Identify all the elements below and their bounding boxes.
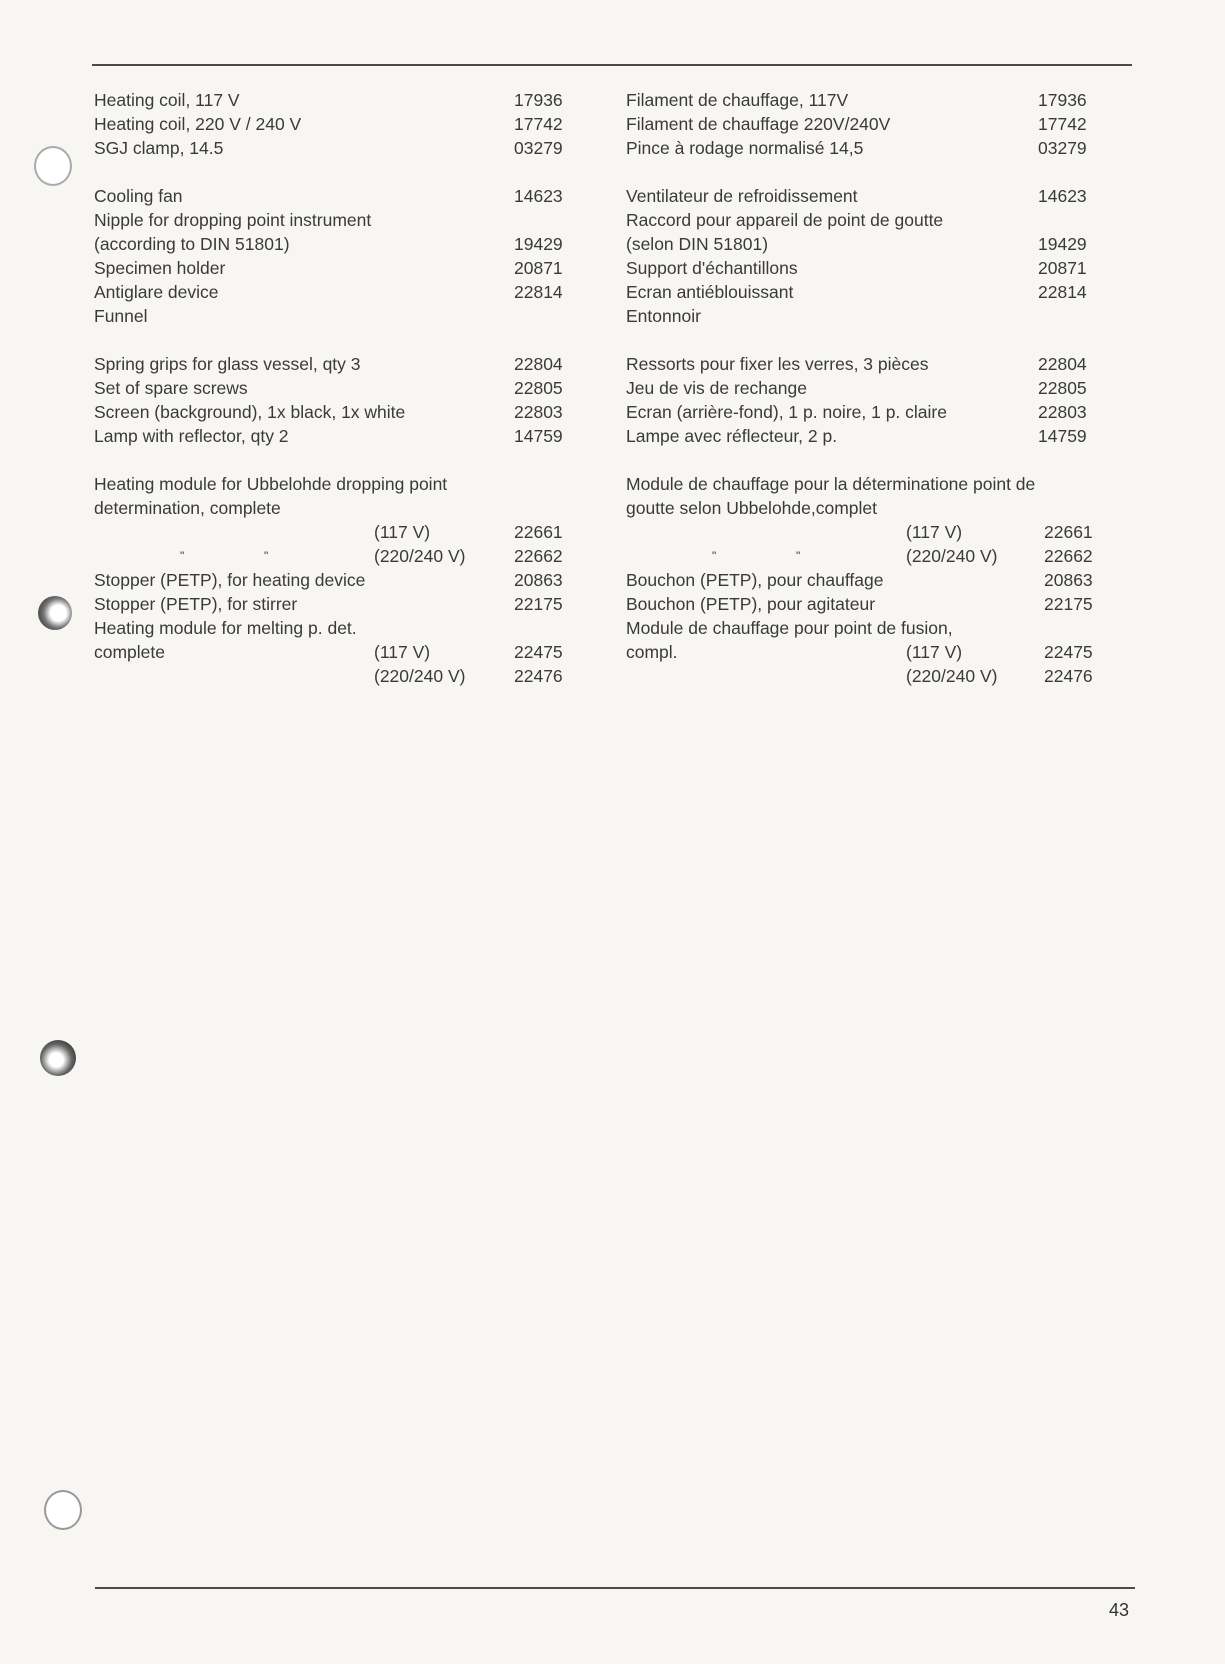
part-number: 17936 (1038, 90, 1087, 110)
part-row (94, 184, 574, 208)
part-row (94, 208, 574, 232)
part-number: 03279 (514, 138, 563, 158)
part-description: Support d'échantillons (626, 258, 798, 278)
ditto-mark: " (796, 549, 801, 563)
part-row (626, 136, 1106, 160)
parts-group (626, 184, 1106, 328)
part-number: 19429 (514, 234, 563, 254)
part-description: (selon DIN 51801) (626, 234, 769, 254)
part-description: Ecran (arrière-fond), 1 p. noire, 1 p. claire (626, 402, 947, 422)
part-description: Module de chauffage pour point de fusion, (626, 618, 953, 638)
part-description: Screen (background), 1x black, 1x white (94, 402, 406, 422)
part-number: 22803 (1038, 402, 1087, 422)
part-number: 14759 (1038, 426, 1087, 446)
part-description: Lamp with reflector, qty 2 (94, 426, 289, 446)
part-row (626, 376, 1106, 400)
part-number: 20871 (514, 258, 563, 278)
part-row (626, 184, 1106, 208)
part-number: 22803 (514, 402, 563, 422)
part-number: 20863 (1044, 570, 1093, 590)
parts-group (94, 472, 574, 688)
parts-group (94, 184, 574, 328)
part-row (626, 208, 1106, 232)
part-number: 22476 (514, 666, 563, 686)
part-number: 22175 (1044, 594, 1093, 614)
part-row (626, 544, 1106, 568)
part-description: Heating module for melting p. det. (94, 618, 357, 638)
part-description: Ventilateur de refroidissement (626, 186, 858, 206)
binder-hole-icon (34, 146, 72, 186)
part-number: 17936 (514, 90, 563, 110)
part-description: Specimen holder (94, 258, 226, 278)
part-description: complete (94, 642, 166, 662)
part-row (94, 376, 574, 400)
part-row (626, 472, 1106, 496)
part-number: 22804 (1038, 354, 1087, 374)
voltage-label: (220/240 V) (374, 546, 466, 566)
part-number: 20871 (1038, 258, 1087, 278)
parts-group (626, 352, 1106, 448)
binder-hole-icon (44, 1490, 82, 1530)
part-row (626, 280, 1106, 304)
part-number: 03279 (1038, 138, 1087, 158)
voltage-label: (220/240 V) (906, 666, 998, 686)
part-description: Raccord pour appareil de point de goutte (626, 210, 944, 230)
part-row (94, 88, 574, 112)
part-row (626, 520, 1106, 544)
binder-hole-icon (40, 1040, 76, 1076)
part-number: 20863 (514, 570, 563, 590)
part-number: 17742 (1038, 114, 1087, 134)
part-row (626, 664, 1106, 688)
part-number: 14759 (514, 426, 563, 446)
part-number: 22175 (514, 594, 563, 614)
part-number: 22476 (1044, 666, 1093, 686)
part-row (94, 640, 574, 664)
part-row (626, 424, 1106, 448)
ditto-mark: " (180, 549, 185, 563)
part-row (626, 256, 1106, 280)
parts-group (94, 88, 574, 160)
parts-group (626, 472, 1106, 688)
part-description: Spring grips for glass vessel, qty 3 (94, 354, 361, 374)
parts-group (626, 88, 1106, 160)
part-number: 22475 (1044, 642, 1093, 662)
part-number: 22662 (514, 546, 563, 566)
part-row (94, 544, 574, 568)
parts-group (94, 352, 574, 448)
voltage-label: (117 V) (906, 522, 963, 542)
part-description: Bouchon (PETP), pour chauffage (626, 570, 884, 590)
voltage-label: (117 V) (374, 522, 431, 542)
part-row (94, 664, 574, 688)
part-row (94, 280, 574, 304)
part-number: 14623 (1038, 186, 1087, 206)
part-description: (according to DIN 51801) (94, 234, 290, 254)
part-row (626, 88, 1106, 112)
voltage-label: (117 V) (906, 642, 963, 662)
bottom-rule (95, 1587, 1135, 1589)
part-row (94, 256, 574, 280)
part-row (94, 352, 574, 376)
part-description: Module de chauffage pour la déterminatione point de (626, 474, 1036, 494)
part-description: Entonnoir (626, 306, 701, 326)
ditto-mark: " (264, 549, 269, 563)
part-description: goutte selon Ubbelohde,complet (626, 498, 878, 518)
part-row (94, 616, 574, 640)
part-description: Stopper (PETP), for stirrer (94, 594, 298, 614)
part-row (626, 496, 1106, 520)
part-number: 22805 (1038, 378, 1087, 398)
part-description: Jeu de vis de rechange (626, 378, 807, 398)
part-description: Cooling fan (94, 186, 183, 206)
part-description: Antiglare device (94, 282, 219, 302)
part-row (626, 112, 1106, 136)
part-number: 22814 (514, 282, 563, 302)
part-description: Filament de chauffage, 117V (626, 90, 849, 110)
part-row (94, 400, 574, 424)
french-parts-list (626, 88, 1106, 712)
part-description: Bouchon (PETP), pour agitateur (626, 594, 876, 614)
part-description: SGJ clamp, 14.5 (94, 138, 224, 158)
top-rule (92, 64, 1132, 66)
part-description: Lampe avec réflecteur, 2 p. (626, 426, 838, 446)
part-row (626, 592, 1106, 616)
part-row (626, 400, 1106, 424)
part-description: Nipple for dropping point instrument (94, 210, 372, 230)
part-description: Heating coil, 117 V (94, 90, 240, 110)
part-row (94, 496, 574, 520)
page-number: 43 (1109, 1600, 1130, 1620)
part-row (94, 520, 574, 544)
voltage-label: (220/240 V) (374, 666, 466, 686)
part-row (94, 136, 574, 160)
part-row (94, 592, 574, 616)
voltage-label: (220/240 V) (906, 546, 998, 566)
part-description: Stopper (PETP), for heating device (94, 570, 366, 590)
part-row (94, 424, 574, 448)
part-row (626, 304, 1106, 328)
voltage-label: (117 V) (374, 642, 431, 662)
part-number: 22475 (514, 642, 563, 662)
part-number: 22805 (514, 378, 563, 398)
part-description: Ressorts pour fixer les verres, 3 pièces (626, 354, 929, 374)
part-row (626, 352, 1106, 376)
part-number: 22661 (1044, 522, 1093, 542)
ditto-mark: " (712, 549, 717, 563)
part-description: Ecran antiéblouissant (626, 282, 794, 302)
binder-hole-icon (38, 596, 72, 630)
part-description: determination, complete (94, 498, 281, 518)
part-row (626, 568, 1106, 592)
part-row (94, 304, 574, 328)
part-number: 14623 (514, 186, 563, 206)
part-row (94, 472, 574, 496)
part-description: Heating coil, 220 V / 240 V (94, 114, 302, 134)
part-row (94, 112, 574, 136)
part-row (626, 640, 1106, 664)
part-number: 17742 (514, 114, 563, 134)
part-number: 22661 (514, 522, 563, 542)
part-number: 22804 (514, 354, 563, 374)
part-number: 19429 (1038, 234, 1087, 254)
part-row (626, 232, 1106, 256)
part-description: Pince à rodage normalisé 14,5 (626, 138, 864, 158)
part-description: Heating module for Ubbelohde dropping point (94, 474, 448, 494)
english-parts-list (94, 88, 574, 712)
part-description: Funnel (94, 306, 148, 326)
part-description: Filament de chauffage 220V/240V (626, 114, 891, 134)
part-description: compl. (626, 642, 678, 662)
part-description: Set of spare screws (94, 378, 248, 398)
part-number: 22662 (1044, 546, 1093, 566)
part-row (626, 616, 1106, 640)
part-number: 22814 (1038, 282, 1087, 302)
part-row (94, 568, 574, 592)
part-row (94, 232, 574, 256)
